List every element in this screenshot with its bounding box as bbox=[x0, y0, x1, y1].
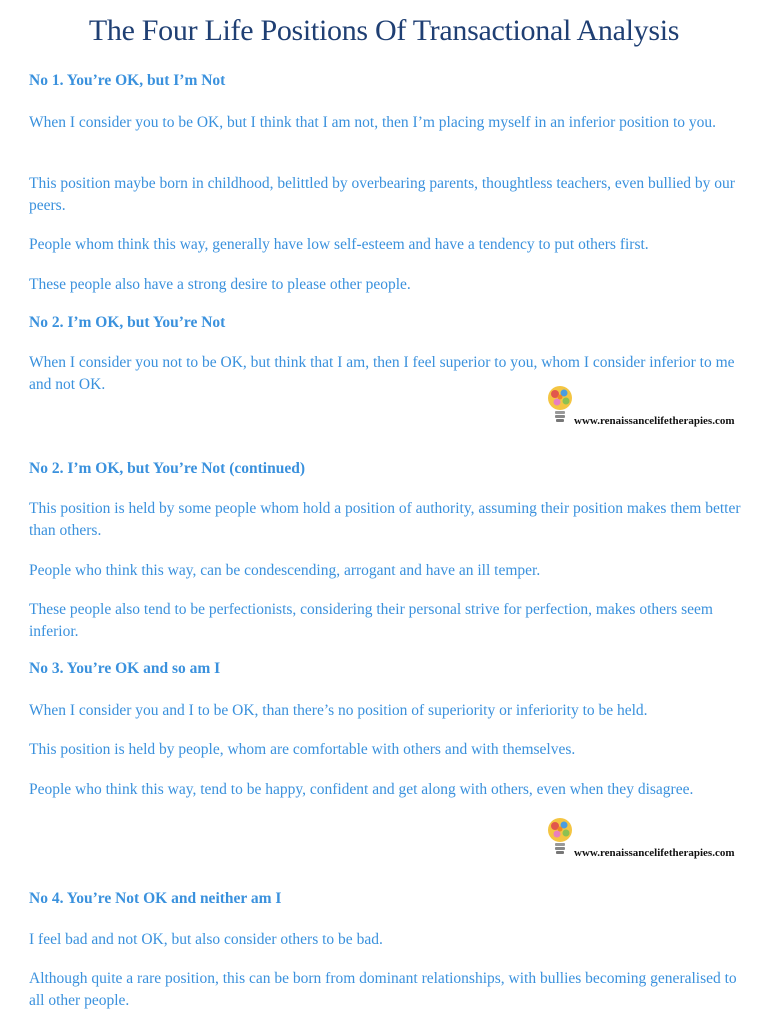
section-heading: No 2. I’m OK, but You’re Not bbox=[29, 314, 226, 331]
renaissance-logo bbox=[544, 815, 735, 861]
paragraph: This position is held by people, whom are comfortable with others and with themselves. bbox=[29, 741, 576, 758]
paragraph: When I consider you to be OK, but I think that I am not, then I’m placing myself in an inferior position to you. bbox=[29, 114, 717, 131]
paragraph: People who think this way, can be condescending, arrogant and have an ill temper. bbox=[29, 562, 541, 579]
paragraph: Although quite a rare position, this can be born from dominant relationships, with bullies becoming generalised to all other people. bbox=[29, 970, 737, 1009]
page-title: The Four Life Positions Of Transactional Analysis bbox=[88, 14, 680, 47]
lightbulb-logo-icon bbox=[544, 815, 578, 861]
section-heading: No 4. You’re Not OK and neither am I bbox=[29, 890, 282, 907]
paragraph: This position maybe born in childhood, belittled by overbearing parents, thoughtless teachers, even bullied by our peers. bbox=[29, 175, 735, 214]
section-heading: No 2. I’m OK, but You’re Not (continued) bbox=[29, 460, 305, 477]
renaissance-logo bbox=[544, 383, 735, 429]
paragraph: These people also tend to be perfectionists, considering their personal strive for perfection, makes others seem inferior. bbox=[29, 601, 713, 640]
logo-website: www.renaissancelifetherapies.com bbox=[574, 847, 735, 859]
paragraph: People who think this way, tend to be happy, confident and get along with others, even when they disagree. bbox=[29, 781, 694, 798]
paragraph: These people also have a strong desire to please other people. bbox=[29, 276, 411, 293]
section-heading: No 3. You’re OK and so am I bbox=[29, 660, 221, 677]
paragraph: When I consider you and I to be OK, than there’s no position of superiority or inferiority to be held. bbox=[29, 702, 648, 719]
lightbulb-logo-icon bbox=[544, 383, 578, 429]
paragraph: I feel bad and not OK, but also consider others to be bad. bbox=[29, 931, 383, 948]
logo-website: www.renaissancelifetherapies.com bbox=[574, 415, 735, 427]
section-heading: No 1. You’re OK, but I’m Not bbox=[29, 72, 226, 89]
paragraph: When I consider you not to be OK, but think that I am, then I feel superior to you, whom I consider inferior to me and not OK. bbox=[29, 354, 735, 393]
paragraph: People whom think this way, generally have low self-esteem and have a tendency to put others first. bbox=[29, 236, 649, 253]
paragraph: This position is held by some people whom hold a position of authority, assuming their position makes them better than others. bbox=[29, 500, 741, 539]
